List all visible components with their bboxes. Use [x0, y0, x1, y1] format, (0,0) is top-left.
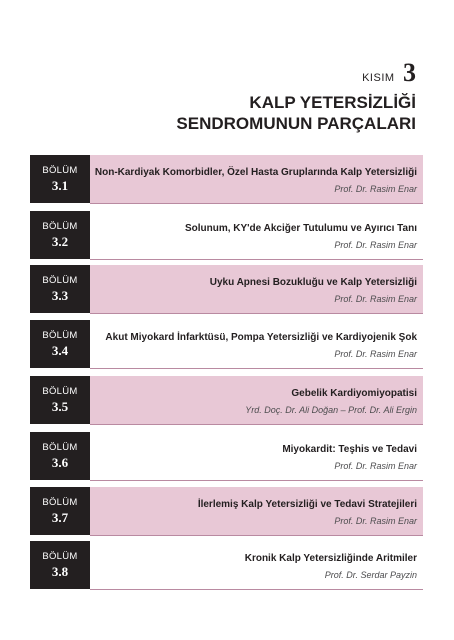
chapter-number: 3.2	[51, 234, 69, 249]
chapter-badge	[30, 320, 90, 368]
chapter-band	[90, 211, 423, 260]
chapter-band	[90, 155, 423, 204]
chapter-label: BÖLÜM	[42, 330, 78, 341]
chapter-item[interactable]	[30, 487, 423, 535]
chapter-title[interactable]: Non-Kardiyak Komorbidler, Özel Hasta Gruplarında Kalp Yetersizliği	[94, 167, 417, 178]
chapter-number: 3.8	[51, 564, 69, 579]
chapter-badge	[30, 376, 90, 424]
chapter-number: 3.3	[51, 288, 69, 303]
chapter-band	[90, 320, 423, 369]
chapter-band	[90, 265, 423, 314]
chapter-label: BÖLÜM	[42, 497, 78, 508]
chapter-author: Prof. Dr. Rasim Enar	[334, 240, 417, 250]
chapter-item[interactable]	[30, 320, 423, 368]
chapter-title[interactable]: Akut Miyokard İnfarktüsü, Pompa Yetersizliği ve Kardiyojenik Şok	[105, 332, 417, 343]
chapter-title[interactable]: Gebelik Kardiyomiyopatisi	[291, 388, 417, 399]
chapter-badge	[30, 155, 90, 203]
chapter-badge	[30, 211, 90, 259]
chapter-author: Prof. Dr. Rasim Enar	[334, 184, 417, 194]
chapter-title[interactable]: Solunum, KY'de Akciğer Tutulumu ve Ayırıcı Tanı	[184, 223, 417, 234]
chapter-author: Yrd. Doç. Dr. Ali Doğan – Prof. Dr. Ali Ergin	[245, 405, 417, 415]
part-title-line-1: KALP YETERSİZLİĞİ	[249, 93, 416, 112]
chapter-number: 3.6	[51, 455, 69, 470]
chapter-band	[90, 487, 423, 536]
chapter-badge	[30, 432, 90, 480]
part-title-line-2: SENDROMUNUN PARÇALARI	[176, 114, 416, 133]
chapter-item[interactable]	[30, 265, 423, 313]
chapter-badge	[30, 487, 90, 535]
chapter-number: 3.7	[51, 510, 69, 525]
chapter-band	[90, 541, 423, 590]
chapter-title[interactable]: Kronik Kalp Yetersizliğinde Aritmiler	[244, 553, 417, 564]
chapter-label: BÖLÜM	[42, 442, 78, 453]
chapter-item[interactable]	[30, 376, 423, 424]
chapter-badge	[30, 541, 90, 589]
chapter-label: BÖLÜM	[42, 221, 78, 232]
chapter-label: BÖLÜM	[42, 386, 78, 397]
chapter-item[interactable]	[30, 541, 423, 589]
chapter-author: Prof. Dr. Serdar Payzin	[324, 570, 417, 580]
chapter-author: Prof. Dr. Rasim Enar	[334, 516, 417, 526]
chapter-item[interactable]	[30, 155, 423, 203]
chapter-label: BÖLÜM	[42, 165, 78, 176]
chapter-title[interactable]: Uyku Apnesi Bozukluğu ve Kalp Yetersizliği	[209, 277, 417, 288]
chapter-number: 3.5	[51, 399, 69, 414]
chapter-band	[90, 376, 423, 425]
chapter-label: BÖLÜM	[42, 551, 78, 562]
chapter-label: BÖLÜM	[42, 275, 78, 286]
part-label: KISIM	[362, 72, 395, 84]
chapter-title[interactable]: Miyokardit: Teşhis ve Tedavi	[282, 444, 417, 455]
part-number: 3	[403, 58, 416, 87]
chapter-item[interactable]	[30, 211, 423, 259]
chapter-number: 3.1	[51, 178, 69, 193]
chapter-author: Prof. Dr. Rasim Enar	[334, 294, 417, 304]
chapter-badge	[30, 265, 90, 313]
part-heading	[362, 58, 416, 88]
chapter-title[interactable]: İlerlemiş Kalp Yetersizliği ve Tedavi Stratejileri	[197, 499, 417, 510]
chapter-number: 3.4	[51, 343, 69, 358]
chapter-item[interactable]	[30, 432, 423, 480]
chapter-author: Prof. Dr. Rasim Enar	[334, 349, 417, 359]
part-title	[116, 92, 416, 134]
chapter-band	[90, 432, 423, 481]
chapter-author: Prof. Dr. Rasim Enar	[334, 461, 417, 471]
